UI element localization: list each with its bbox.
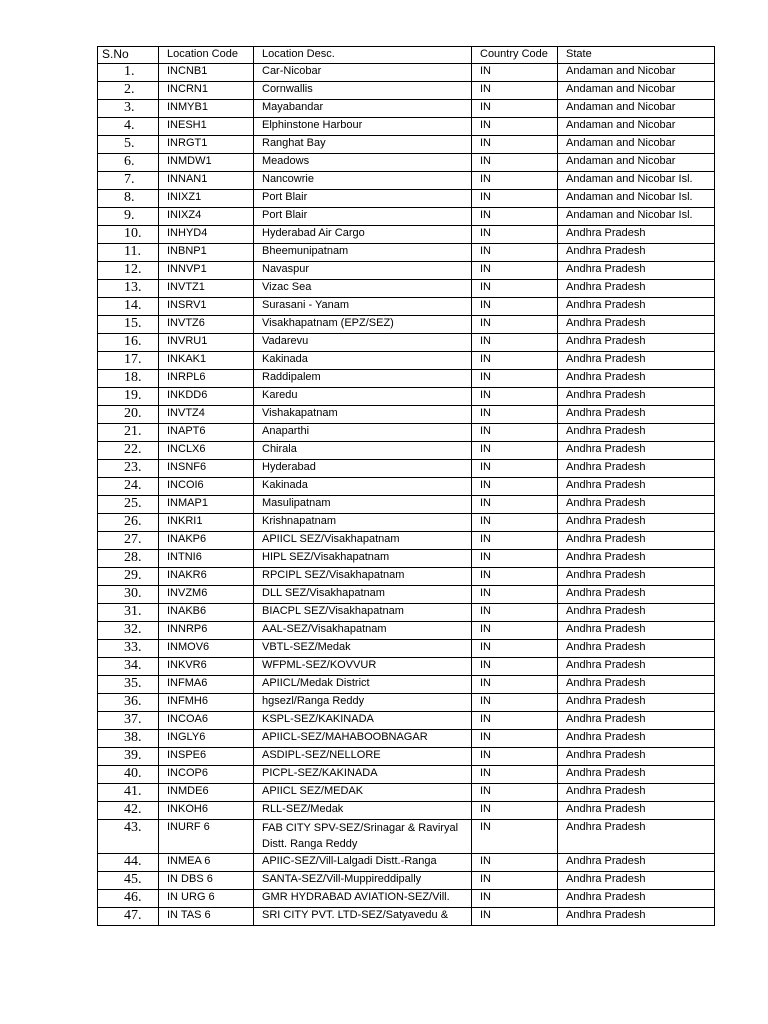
country-code-cell: IN <box>472 766 558 784</box>
country-code-cell: IN <box>472 730 558 748</box>
location-desc-cell: Port Blair <box>254 190 472 208</box>
location-desc-cell: VBTL-SEZ/Medak <box>254 640 472 658</box>
table-row <box>98 118 715 136</box>
location-desc-cell: Meadows <box>254 154 472 172</box>
table-row <box>98 820 715 854</box>
location-desc-cell: Car-Nicobar <box>254 64 472 82</box>
country-code-cell: IN <box>472 424 558 442</box>
state-cell: Andhra Pradesh <box>558 712 715 730</box>
country-code-cell: IN <box>472 460 558 478</box>
table-row <box>98 658 715 676</box>
header-row <box>98 47 715 64</box>
location-desc-cell: Bheemunipatnam <box>254 244 472 262</box>
location-desc-cell: HIPL SEZ/Visakhapatnam <box>254 550 472 568</box>
location-code-cell: INURF 6 <box>159 820 254 854</box>
location-code-cell: INKOH6 <box>159 802 254 820</box>
location-desc-cell: Elphinstone Harbour <box>254 118 472 136</box>
state-cell: Andhra Pradesh <box>558 872 715 890</box>
country-code-cell: IN <box>472 854 558 872</box>
location-code-cell: INVTZ1 <box>159 280 254 298</box>
location-code-cell: INMAP1 <box>159 496 254 514</box>
state-cell: Andhra Pradesh <box>558 262 715 280</box>
table-row <box>98 890 715 908</box>
table-row <box>98 748 715 766</box>
header-state: State <box>558 47 715 64</box>
location-desc-cell: APIICL SEZ/Visakhapatnam <box>254 532 472 550</box>
location-desc-cell: Nancowrie <box>254 172 472 190</box>
sno-cell: 18. <box>98 370 159 388</box>
location-code-cell: IN TAS 6 <box>159 908 254 926</box>
state-cell: Andaman and Nicobar <box>558 100 715 118</box>
location-desc-cell: FAB CITY SPV-SEZ/Srinagar & Raviryal Distt. Ranga Reddy <box>254 820 472 854</box>
sno-cell: 16. <box>98 334 159 352</box>
state-cell: Andhra Pradesh <box>558 352 715 370</box>
sno-cell: 32. <box>98 622 159 640</box>
location-code-cell: INSPE6 <box>159 748 254 766</box>
country-code-cell: IN <box>472 298 558 316</box>
location-desc-cell: Vishakapatnam <box>254 406 472 424</box>
table-row <box>98 604 715 622</box>
country-code-cell: IN <box>472 890 558 908</box>
country-code-cell: IN <box>472 370 558 388</box>
sno-cell: 35. <box>98 676 159 694</box>
sno-cell: 11. <box>98 244 159 262</box>
sno-cell: 3. <box>98 100 159 118</box>
location-desc-cell: APIIC-SEZ/Vill-Lalgadi Distt.-Ranga <box>254 854 472 872</box>
location-code-cell: IN DBS 6 <box>159 872 254 890</box>
sno-cell: 8. <box>98 190 159 208</box>
state-cell: Andhra Pradesh <box>558 658 715 676</box>
table-row <box>98 172 715 190</box>
location-desc-cell: Anaparthi <box>254 424 472 442</box>
location-code-cell: INTNI6 <box>159 550 254 568</box>
location-code-cell: INMDE6 <box>159 784 254 802</box>
location-code-cell: INFMA6 <box>159 676 254 694</box>
table-row <box>98 496 715 514</box>
table-row <box>98 82 715 100</box>
country-code-cell: IN <box>472 334 558 352</box>
sno-cell: 1. <box>98 64 159 82</box>
location-desc-cell: RLL-SEZ/Medak <box>254 802 472 820</box>
location-code-cell: INHYD4 <box>159 226 254 244</box>
table-row <box>98 568 715 586</box>
country-code-cell: IN <box>472 640 558 658</box>
location-desc-cell: Hyderabad <box>254 460 472 478</box>
country-code-cell: IN <box>472 226 558 244</box>
location-desc-cell: GMR HYDRABAD AVIATION-SEZ/Vill. <box>254 890 472 908</box>
location-desc-cell: APIICL SEZ/MEDAK <box>254 784 472 802</box>
location-code-cell: INMOV6 <box>159 640 254 658</box>
table-row <box>98 442 715 460</box>
sno-cell: 45. <box>98 872 159 890</box>
location-desc-cell: Masulipatnam <box>254 496 472 514</box>
sno-cell: 12. <box>98 262 159 280</box>
location-desc-cell: Chirala <box>254 442 472 460</box>
location-desc-cell: APIICL/Medak District <box>254 676 472 694</box>
table-row <box>98 784 715 802</box>
state-cell: Andhra Pradesh <box>558 748 715 766</box>
location-desc-cell: DLL SEZ/Visakhapatnam <box>254 586 472 604</box>
location-code-cell: INIXZ1 <box>159 190 254 208</box>
location-code-cell: INVTZ6 <box>159 316 254 334</box>
location-code-cell: INSRV1 <box>159 298 254 316</box>
country-code-cell: IN <box>472 190 558 208</box>
country-code-cell: IN <box>472 676 558 694</box>
table-row <box>98 298 715 316</box>
location-desc-cell: Vadarevu <box>254 334 472 352</box>
country-code-cell: IN <box>472 622 558 640</box>
sno-cell: 37. <box>98 712 159 730</box>
state-cell: Andhra Pradesh <box>558 244 715 262</box>
location-code-cell: INCOA6 <box>159 712 254 730</box>
state-cell: Andhra Pradesh <box>558 908 715 926</box>
sno-cell: 38. <box>98 730 159 748</box>
location-desc-cell: Navaspur <box>254 262 472 280</box>
table-row <box>98 712 715 730</box>
table-row <box>98 334 715 352</box>
location-code-cell: INKAK1 <box>159 352 254 370</box>
state-cell: Andhra Pradesh <box>558 730 715 748</box>
country-code-cell: IN <box>472 550 558 568</box>
state-cell: Andaman and Nicobar <box>558 82 715 100</box>
table-row <box>98 802 715 820</box>
table-row <box>98 622 715 640</box>
country-code-cell: IN <box>472 820 558 854</box>
location-desc-cell: BIACPL SEZ/Visakhapatnam <box>254 604 472 622</box>
table-row <box>98 460 715 478</box>
location-code-cell: INKVR6 <box>159 658 254 676</box>
state-cell: Andaman and Nicobar Isl. <box>558 172 715 190</box>
country-code-cell: IN <box>472 586 558 604</box>
sno-cell: 5. <box>98 136 159 154</box>
sno-cell: 25. <box>98 496 159 514</box>
country-code-cell: IN <box>472 478 558 496</box>
state-cell: Andhra Pradesh <box>558 568 715 586</box>
state-cell: Andhra Pradesh <box>558 334 715 352</box>
state-cell: Andaman and Nicobar <box>558 64 715 82</box>
location-desc-cell: Cornwallis <box>254 82 472 100</box>
table-row <box>98 406 715 424</box>
sno-cell: 27. <box>98 532 159 550</box>
state-cell: Andhra Pradesh <box>558 784 715 802</box>
location-desc-cell: RPCIPL SEZ/Visakhapatnam <box>254 568 472 586</box>
sno-cell: 14. <box>98 298 159 316</box>
table-row <box>98 640 715 658</box>
state-cell: Andhra Pradesh <box>558 766 715 784</box>
location-code-cell: INCOP6 <box>159 766 254 784</box>
table-row <box>98 424 715 442</box>
table-row <box>98 766 715 784</box>
location-desc-cell: Karedu <box>254 388 472 406</box>
sno-cell: 29. <box>98 568 159 586</box>
sno-cell: 24. <box>98 478 159 496</box>
location-desc-cell: SRI CITY PVT. LTD-SEZ/Satyavedu & <box>254 908 472 926</box>
sno-cell: 7. <box>98 172 159 190</box>
sno-cell: 17. <box>98 352 159 370</box>
state-cell: Andhra Pradesh <box>558 586 715 604</box>
state-cell: Andhra Pradesh <box>558 496 715 514</box>
sno-cell: 33. <box>98 640 159 658</box>
table-row <box>98 226 715 244</box>
location-desc-cell: Hyderabad Air Cargo <box>254 226 472 244</box>
location-desc-cell: Raddipalem <box>254 370 472 388</box>
table-row <box>98 388 715 406</box>
sno-cell: 13. <box>98 280 159 298</box>
state-cell: Andhra Pradesh <box>558 532 715 550</box>
table-row <box>98 100 715 118</box>
country-code-cell: IN <box>472 496 558 514</box>
country-code-cell: IN <box>472 100 558 118</box>
location-code-cell: INKDD6 <box>159 388 254 406</box>
location-code-cell: INNAN1 <box>159 172 254 190</box>
table-row <box>98 208 715 226</box>
sno-cell: 46. <box>98 890 159 908</box>
table-row <box>98 262 715 280</box>
location-code-cell: INIXZ4 <box>159 208 254 226</box>
state-cell: Andhra Pradesh <box>558 442 715 460</box>
sno-cell: 28. <box>98 550 159 568</box>
country-code-cell: IN <box>472 352 558 370</box>
table-row <box>98 514 715 532</box>
location-code-cell: INCLX6 <box>159 442 254 460</box>
sno-cell: 31. <box>98 604 159 622</box>
location-code-cell: INMEA 6 <box>159 854 254 872</box>
location-desc-cell: ASDIPL-SEZ/NELLORE <box>254 748 472 766</box>
country-code-cell: IN <box>472 208 558 226</box>
sno-cell: 2. <box>98 82 159 100</box>
state-cell: Andhra Pradesh <box>558 316 715 334</box>
country-code-cell: IN <box>472 694 558 712</box>
country-code-cell: IN <box>472 748 558 766</box>
sno-cell: 40. <box>98 766 159 784</box>
location-desc-cell: Surasani - Yanam <box>254 298 472 316</box>
state-cell: Andhra Pradesh <box>558 802 715 820</box>
header-country-code: Country Code <box>472 47 558 64</box>
location-code-cell: INMDW1 <box>159 154 254 172</box>
header-location-code: Location Code <box>159 47 254 64</box>
sno-cell: 39. <box>98 748 159 766</box>
sno-cell: 19. <box>98 388 159 406</box>
location-code-cell: INAKR6 <box>159 568 254 586</box>
location-code-cell: INESH1 <box>159 118 254 136</box>
table-row <box>98 730 715 748</box>
state-cell: Andhra Pradesh <box>558 604 715 622</box>
state-cell: Andaman and Nicobar <box>558 118 715 136</box>
country-code-cell: IN <box>472 908 558 926</box>
country-code-cell: IN <box>472 442 558 460</box>
table-row <box>98 64 715 82</box>
country-code-cell: IN <box>472 532 558 550</box>
sno-cell: 22. <box>98 442 159 460</box>
sno-cell: 43. <box>98 820 159 854</box>
sno-cell: 23. <box>98 460 159 478</box>
location-code-cell: INCOI6 <box>159 478 254 496</box>
state-cell: Andhra Pradesh <box>558 890 715 908</box>
country-code-cell: IN <box>472 118 558 136</box>
header-location-desc: Location Desc. <box>254 47 472 64</box>
state-cell: Andaman and Nicobar <box>558 136 715 154</box>
location-desc-cell: Port Blair <box>254 208 472 226</box>
country-code-cell: IN <box>472 802 558 820</box>
table-row <box>98 872 715 890</box>
table-row <box>98 244 715 262</box>
table-row <box>98 280 715 298</box>
sno-cell: 6. <box>98 154 159 172</box>
sno-cell: 4. <box>98 118 159 136</box>
sno-cell: 44. <box>98 854 159 872</box>
state-cell: Andaman and Nicobar Isl. <box>558 190 715 208</box>
state-cell: Andhra Pradesh <box>558 424 715 442</box>
location-code-cell: INMYB1 <box>159 100 254 118</box>
country-code-cell: IN <box>472 712 558 730</box>
country-code-cell: IN <box>472 658 558 676</box>
state-cell: Andhra Pradesh <box>558 478 715 496</box>
location-code-cell: INCNB1 <box>159 64 254 82</box>
state-cell: Andhra Pradesh <box>558 370 715 388</box>
state-cell: Andhra Pradesh <box>558 226 715 244</box>
location-desc-cell: PICPL-SEZ/KAKINADA <box>254 766 472 784</box>
table-row <box>98 586 715 604</box>
country-code-cell: IN <box>472 784 558 802</box>
state-cell: Andhra Pradesh <box>558 854 715 872</box>
table-row <box>98 352 715 370</box>
location-code-cell: INVRU1 <box>159 334 254 352</box>
sno-cell: 20. <box>98 406 159 424</box>
location-code-cell: INRPL6 <box>159 370 254 388</box>
location-code-cell: INCRN1 <box>159 82 254 100</box>
state-cell: Andhra Pradesh <box>558 676 715 694</box>
location-desc-cell: APIICL-SEZ/MAHABOOBNAGAR <box>254 730 472 748</box>
table-row <box>98 154 715 172</box>
location-code-cell: INSNF6 <box>159 460 254 478</box>
location-desc-cell: Mayabandar <box>254 100 472 118</box>
table-row <box>98 532 715 550</box>
country-code-cell: IN <box>472 388 558 406</box>
country-code-cell: IN <box>472 136 558 154</box>
state-cell: Andaman and Nicobar Isl. <box>558 208 715 226</box>
table-body <box>98 64 715 926</box>
country-code-cell: IN <box>472 872 558 890</box>
location-code-cell: IN URG 6 <box>159 890 254 908</box>
location-desc-cell: Krishnapatnam <box>254 514 472 532</box>
location-desc-cell: Vizac Sea <box>254 280 472 298</box>
sno-cell: 15. <box>98 316 159 334</box>
location-desc-cell: Ranghat Bay <box>254 136 472 154</box>
sno-cell: 30. <box>98 586 159 604</box>
header-sno: S.No <box>98 47 159 64</box>
location-code-cell: INKRI1 <box>159 514 254 532</box>
location-desc-cell: Kakinada <box>254 478 472 496</box>
sno-cell: 10. <box>98 226 159 244</box>
location-code-cell: INAPT6 <box>159 424 254 442</box>
state-cell: Andhra Pradesh <box>558 460 715 478</box>
country-code-cell: IN <box>472 244 558 262</box>
location-code-cell: INGLY6 <box>159 730 254 748</box>
table-row <box>98 676 715 694</box>
country-code-cell: IN <box>472 280 558 298</box>
state-cell: Andhra Pradesh <box>558 388 715 406</box>
country-code-cell: IN <box>472 262 558 280</box>
sno-cell: 42. <box>98 802 159 820</box>
state-cell: Andhra Pradesh <box>558 406 715 424</box>
state-cell: Andhra Pradesh <box>558 640 715 658</box>
location-code-cell: INVZM6 <box>159 586 254 604</box>
location-code-cell: INBNP1 <box>159 244 254 262</box>
state-cell: Andhra Pradesh <box>558 694 715 712</box>
location-desc-cell: Kakinada <box>254 352 472 370</box>
country-code-cell: IN <box>472 568 558 586</box>
country-code-cell: IN <box>472 154 558 172</box>
location-desc-cell: WFPML-SEZ/KOVVUR <box>254 658 472 676</box>
location-code-cell: INFMH6 <box>159 694 254 712</box>
location-code-cell: INAKB6 <box>159 604 254 622</box>
table-row <box>98 550 715 568</box>
location-desc-cell: SANTA-SEZ/Vill-Muppireddipally <box>254 872 472 890</box>
table-row <box>98 478 715 496</box>
sno-cell: 9. <box>98 208 159 226</box>
sno-cell: 41. <box>98 784 159 802</box>
sno-cell: 36. <box>98 694 159 712</box>
sno-cell: 26. <box>98 514 159 532</box>
state-cell: Andhra Pradesh <box>558 298 715 316</box>
table-row <box>98 136 715 154</box>
country-code-cell: IN <box>472 64 558 82</box>
state-cell: Andhra Pradesh <box>558 514 715 532</box>
state-cell: Andhra Pradesh <box>558 550 715 568</box>
table-row <box>98 854 715 872</box>
location-code-cell: INNVP1 <box>159 262 254 280</box>
country-code-cell: IN <box>472 604 558 622</box>
location-desc-cell: Visakhapatnam (EPZ/SEZ) <box>254 316 472 334</box>
location-desc-cell: AAL-SEZ/Visakhapatnam <box>254 622 472 640</box>
state-cell: Andhra Pradesh <box>558 622 715 640</box>
country-code-cell: IN <box>472 82 558 100</box>
location-code-cell: INNRP6 <box>159 622 254 640</box>
table-row <box>98 190 715 208</box>
country-code-cell: IN <box>472 172 558 190</box>
location-code-cell: INVTZ4 <box>159 406 254 424</box>
sno-cell: 21. <box>98 424 159 442</box>
country-code-cell: IN <box>472 406 558 424</box>
sno-cell: 47. <box>98 908 159 926</box>
country-code-cell: IN <box>472 316 558 334</box>
state-cell: Andhra Pradesh <box>558 280 715 298</box>
sno-cell: 34. <box>98 658 159 676</box>
country-code-cell: IN <box>472 514 558 532</box>
table-row <box>98 370 715 388</box>
location-code-cell: INAKP6 <box>159 532 254 550</box>
state-cell: Andhra Pradesh <box>558 820 715 854</box>
location-desc-cell: KSPL-SEZ/KAKINADA <box>254 712 472 730</box>
location-desc-cell: hgsezl/Ranga Reddy <box>254 694 472 712</box>
table-row <box>98 316 715 334</box>
table-row <box>98 694 715 712</box>
location-code-cell: INRGT1 <box>159 136 254 154</box>
state-cell: Andaman and Nicobar <box>558 154 715 172</box>
table-row <box>98 908 715 926</box>
location-code-table <box>97 46 715 926</box>
